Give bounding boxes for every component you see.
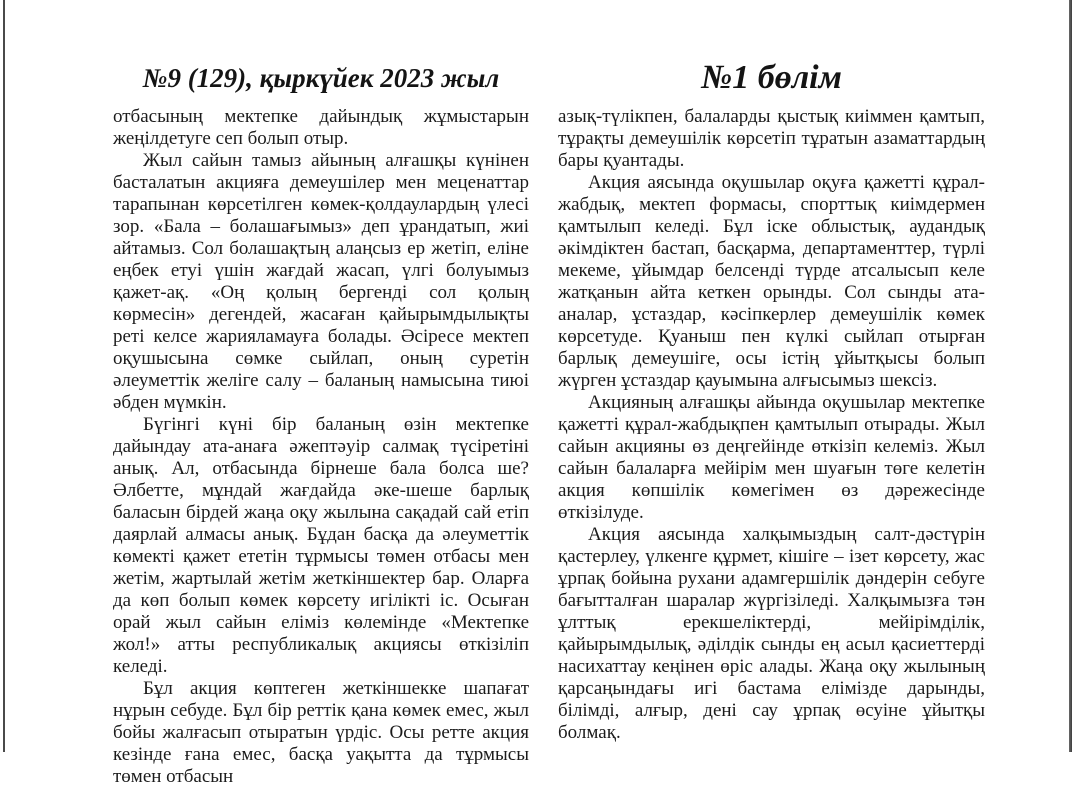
paragraph: Бұл акция көптеген жеткіншекке шапағат нұрын себуде. Бұл бір реттік қана көмек емес, жыл бойы жалғасып отыратын үрдіс. Осы ретте акция кезінде ғана емес, басқа уақытта да тұрмысы төмен отбасын <box>113 678 529 787</box>
paragraph: азық-түлікпен, балаларды қыстық киіммен қамтып, тұрақты демеушілік көрсетіп тұратын азаматтардың бары қуантады. <box>558 106 985 171</box>
page-border-left <box>3 0 5 752</box>
right-column-text <box>558 106 985 744</box>
paragraph: отбасының мектепке дайындық жұмыстарын жеңілдетуге сеп болып отыр. <box>113 106 529 149</box>
paragraph: Акция аясында халқымыздың салт-дәстүрін қастерлеу, үлкенге құрмет, кішіге – ізет көрсету, жас ұрпақ бойына рухани адамгершілік дәндерін себуге бағытталған шаралар жүргізіледі. Халқымызға тән ұлттық ерекшеліктерді, мейірімділік, қайырымдылық, әділдік сынды ең асыл қасиеттерді насихаттау кеңінен өріс алады. Жаңа оқу жылының қарсаңындағы игі бастама елімізде дарынды, білімді, алғыр, дені сау ұрпақ өсуіне ұйытқы болмақ. <box>558 524 985 743</box>
issue-header: №9 (129), қыркүйек 2023 жыл <box>142 62 500 93</box>
paragraph: Акцияның алғашқы айында оқушылар мектепке қажетті құрал-жабдықпен қамтылып отырады. Жыл сайын акцияны өз деңгейінде өткізіп келеміз. Жыл сайын балаларға мейірім мен шуағын төге келетін акция көпшілік көмегімен өз дәрежесінде өткізілуде. <box>558 392 985 523</box>
left-column-text <box>113 106 529 788</box>
right-column <box>558 50 985 744</box>
paragraph: Жыл сайын тамыз айының алғашқы күнінен басталатын акцияға демеушілер мен меценаттар тарапынан көрсетілген көмек-қолдаулардың үлесі зор. «Бала – болашағымыз» деп ұрандатып, жиі айтамыз. Сол болашақтың алаңсыз ер жетіп, еліне еңбек етуі үшін жағдай жасап, үлгі болуымыз қажет-ақ. «Оң қолың бергенді сол қолың көрмесін» дегендей, жасаған қайырымдылықты реті келсе жарияламауға болады. Әсіресе мектеп оқушысына сөмке сыйлап, оның суретін әлеуметтік желіге салу – баланың намысына тиюі әбден мүмкін. <box>113 150 529 413</box>
left-column <box>113 50 529 788</box>
paragraph: Акция аясында оқушылар оқуға қажетті құрал-жабдық, мектеп формасы, спорттық киімдермен қамтылып келеді. Бұл іске облыстық, аудандық әкімдіктен бастап, басқарма, департаменттер, түрлі мекеме, ұйымдар белсенді түрде атсалысып келе жатқанын айта кеткен орынды. Сол сынды ата-аналар, ұстаздар, кәсіпкерлер демеушілік көмек көрсетуде. Қуаныш пен күлкі сыйлап отырған барлық демеушіге, осы істің ұйытқысы болып жүрген ұстаздар қауымына алғысымыз шексіз. <box>558 172 985 391</box>
paragraph: Бүгінгі күні бір баланың өзін мектепке дайындау ата-анаға әжептәуір салмақ түсіретіні анық. Ал, отбасында бірнеше бала болса ше? Әлбетте, мұндай жағдайда әке-шеше барлық баласын бірдей жаңа оқу жылына сақадай сай етіп даярлай алмасы анық. Бұдан басқа да әлеуметтік көмекті қажет ететін тұрмысы төмен отбасы мен жетім, жартылай жетім жеткіншектер бар. Оларға да көп болып көмек көрсету игілікті іс. Осыған орай жыл сайын еліміз көлемінде «Мектепке жол!» атты республикалық акциясы өткізіліп келеді. <box>113 414 529 677</box>
page-border-right <box>1069 0 1072 752</box>
section-header: №1 бөлім <box>701 59 842 96</box>
